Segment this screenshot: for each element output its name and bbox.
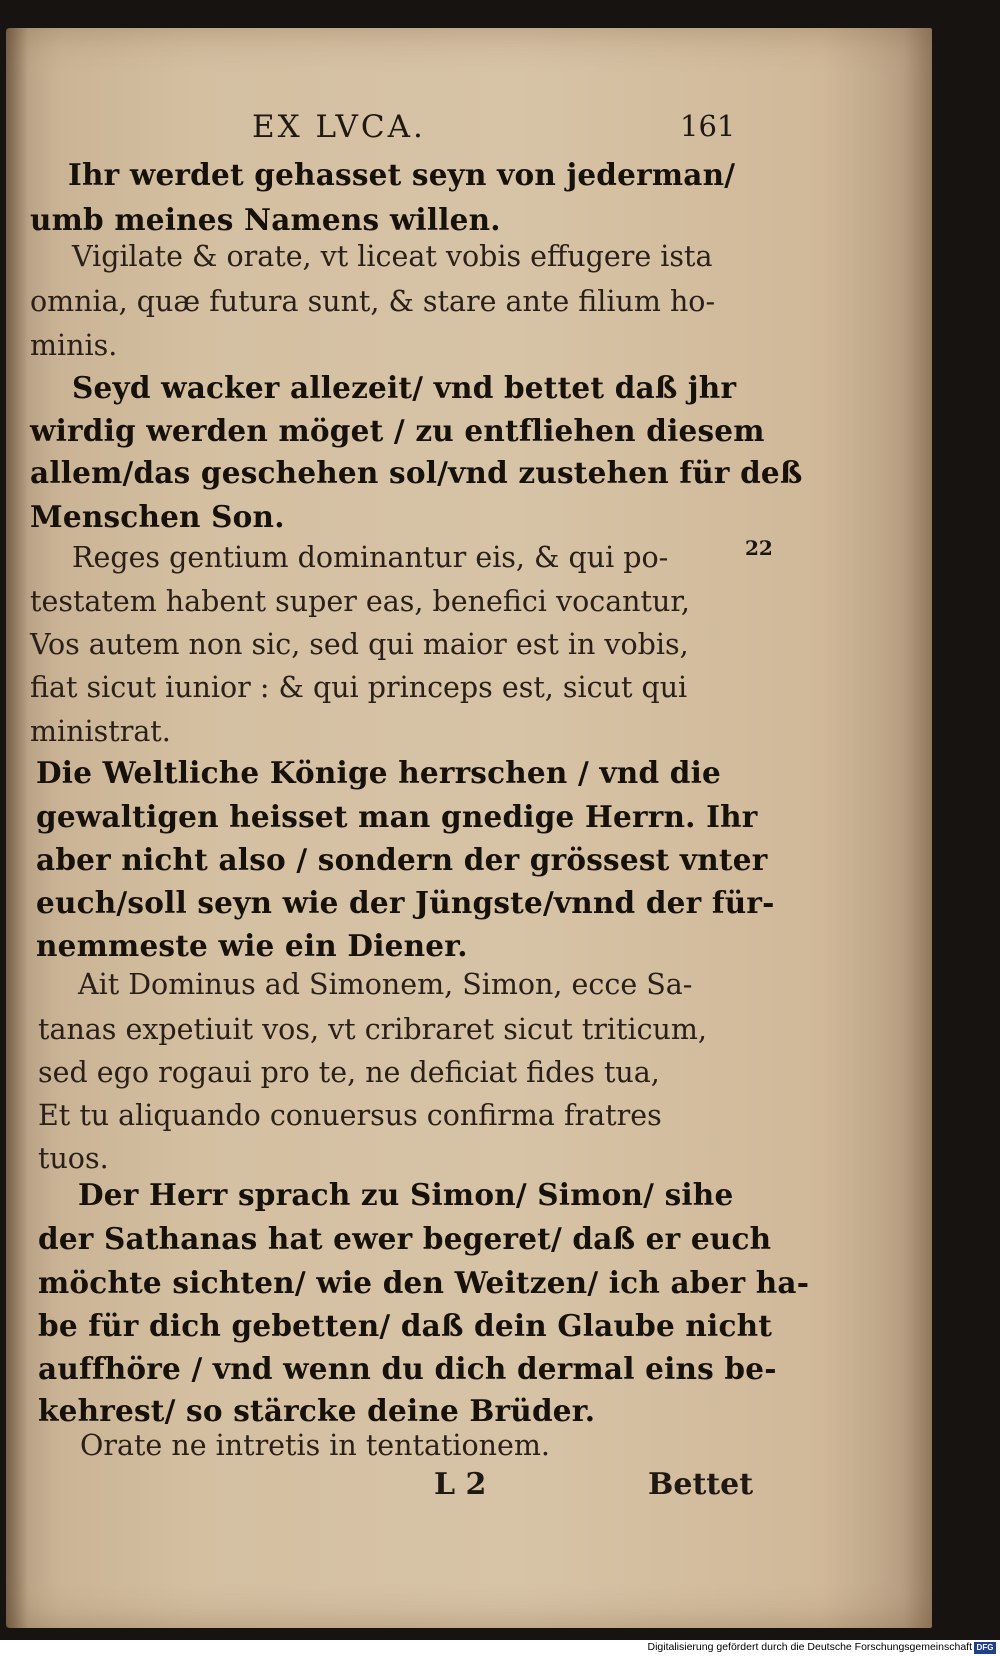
text-line: Vigilate & orate, vt liceat vobis effugere ista (72, 240, 713, 273)
text-line: Reges gentium dominantur eis, & qui po- (72, 541, 669, 574)
signature-mark: L 2 (434, 1467, 487, 1502)
text-line: aber nicht also / sondern der grössest vnter (36, 842, 768, 877)
text-line: Vos autem non sic, sed qui maior est in vobis, (30, 628, 689, 661)
text-line: umb meines Namens willen. (30, 202, 501, 237)
text-line: ministrat. (30, 715, 171, 748)
text-line: tuos. (38, 1142, 109, 1175)
spine-shadow (6, 28, 28, 1628)
catchword: Bettet (648, 1467, 754, 1502)
text-line: möchte sichten/ wie den Weitzen/ ich aber ha- (38, 1265, 810, 1300)
text-line: sed ego rogaui pro te, ne deficiat fides tua, (38, 1056, 660, 1089)
text-line: Et tu aliquando conuersus confirma fratres (38, 1099, 662, 1132)
text-line: kehrest/ so stärcke deine Brüder. (38, 1393, 596, 1428)
text-line: euch/soll seyn wie der Jüngste/vnnd der für- (36, 885, 775, 920)
running-head: EX LVCA. (252, 109, 426, 145)
text-line: nemmeste wie ein Diener. (36, 928, 468, 963)
text-line: wirdig werden möget / zu entfliehen diesem (30, 413, 765, 448)
dfg-logo-icon: DFG (974, 1642, 996, 1654)
text-line: minis. (30, 329, 118, 362)
text-line: Ihr werdet gehasset seyn von jederman/ (68, 157, 736, 192)
page-number: 161 (680, 109, 736, 143)
text-line: omnia, quæ futura sunt, & stare ante filium ho- (30, 285, 716, 318)
text-line: Die Weltliche Könige herrschen / vnd die (36, 755, 721, 790)
text-line: Seyd wacker allezeit/ vnd bettet daß jhr (72, 370, 737, 405)
text-line: Der Herr sprach zu Simon/ Simon/ sihe (78, 1177, 734, 1212)
funding-credit: Digitalisierung gefördert durch die Deutsche Forschungsgemeinschaft (647, 1641, 972, 1653)
text-line: auffhöre / vnd wenn du dich dermal eins be- (38, 1351, 777, 1386)
text-line: gewaltigen heisset man gnedige Herrn. Ihr (36, 799, 758, 834)
text-line: der Sathanas hat ewer begeret/ daß er euch (38, 1221, 772, 1256)
text-line: Orate ne intretis in tentationem. (80, 1429, 550, 1462)
text-line: be für dich gebetten/ daß dein Glaube nicht (38, 1308, 773, 1343)
text-line: fiat sicut iunior : & qui princeps est, sicut qui (30, 671, 688, 704)
margin-verse-number: 22 (745, 536, 773, 560)
text-line: Ait Dominus ad Simonem, Simon, ecce Sa- (78, 968, 693, 1001)
text-line: allem/das geschehen sol/vnd zustehen für deß (30, 455, 803, 490)
text-line: testatem habent super eas, benefici vocantur, (30, 585, 690, 618)
text-line: Menschen Son. (30, 499, 285, 534)
text-line: tanas expetiuit vos, vt cribraret sicut triticum, (38, 1013, 707, 1046)
